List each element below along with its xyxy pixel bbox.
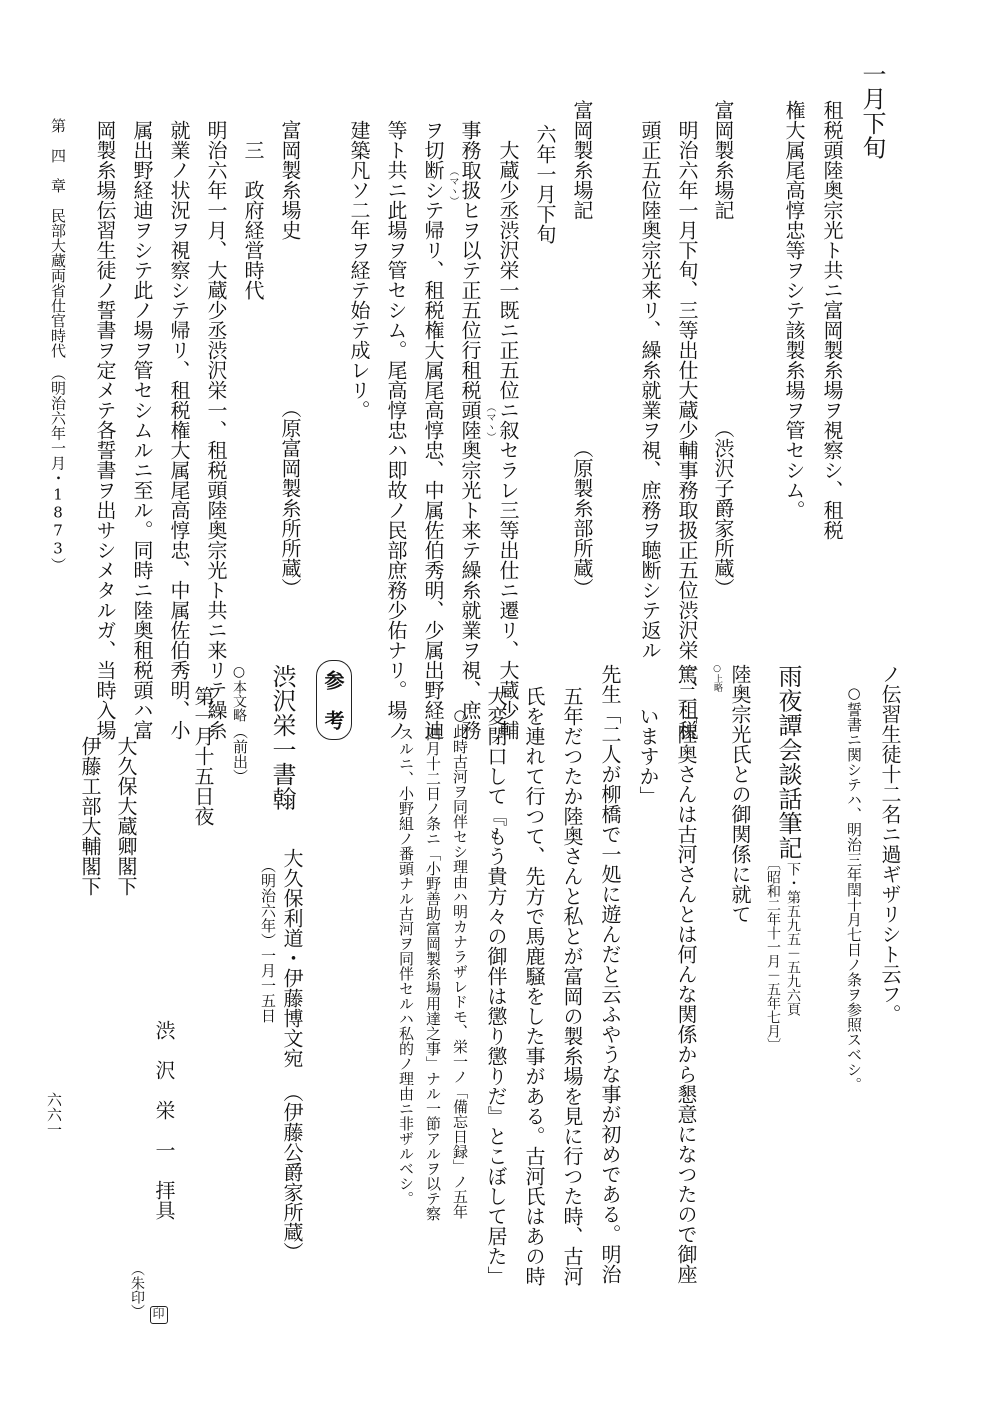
source-title: 富岡製糸場史 <box>278 120 302 240</box>
source-holder: （原富岡製糸所所蔵） <box>278 398 302 598</box>
source-holder: （渋沢子爵家所蔵） <box>711 418 735 598</box>
dialogue-line: 五年だつたか陸奥さんと私とが富岡の製糸場を見に行つた時、古河 <box>560 686 584 1286</box>
dialogue-line: 篤二「陸奥さんは古河さんとは何んな関係から懇意になつたので御座 <box>674 664 698 1284</box>
letter-title: 渋沢栄一書翰 <box>268 664 296 811</box>
editor-note: スルニ、小野組ノ番頭ナル古河ヲ同伴セルハ私的ノ理由ニ非ザルベシ。 <box>397 726 415 1206</box>
source-text-line: 事務取扱ヒヲ以テ正五位行租税頭陸奥宗光ト来テ繰糸就業ヲ視、庶務 <box>458 120 482 740</box>
ruby-annotation: （マヽ） <box>447 166 458 206</box>
ruby-annotation: （マヽ） <box>484 402 495 442</box>
dialogue-line: 氏を連れて行つて、先方で馬鹿騒をした事がある。古河氏はあの時 <box>522 686 546 1286</box>
source-text-line: 大蔵少丞渋沢栄一既ニ正五位ニ叙セラレ三等出仕ニ遷リ、大蔵少輔 <box>496 140 520 740</box>
section-heading: 三 政府経営時代 <box>241 140 265 300</box>
source-title: 雨夜譚会談話筆記 <box>774 664 802 860</box>
omission-mark: ○上略 <box>712 664 722 692</box>
source-text-line: 岡製糸場伝習生徒ノ誓書ヲ定メテ各誓書ヲ出サシメタルガ、当時入場 <box>93 120 117 740</box>
omission-mark: ○本文略 <box>231 664 247 722</box>
source-date: 六年一月下旬 <box>533 124 557 244</box>
source-title: 富岡製糸場記 <box>570 100 594 220</box>
editor-note: 四月十二日ノ条ニ「小野善助富岡製糸場用達之事」ナル一節アルヲ以テ察 <box>424 726 442 1221</box>
seal-note: （朱印） <box>129 1262 145 1318</box>
entry-text-line: ノ伝習生徒十二名ニ過ギザリシト云フ。 <box>878 664 902 1024</box>
letter-date: （明治六年）一月一五日 <box>259 858 277 1023</box>
source-text-line: 等ト共ニ此場ヲ管セシム。尾高惇忠ハ即故ノ民部庶務少佑ナリ。場ノ <box>384 120 408 740</box>
source-text-line: 就業ノ状況ヲ視察シテ帰リ、租税権大属尾高惇忠、中属佐伯秀明、小 <box>167 120 191 740</box>
source-text-line: 属出野経迪ヲシテ此ノ場ヲ管セシムルニ至ル。同時ニ陸奥租税頭ハ富 <box>130 120 154 740</box>
editor-note: ○此時古河ヲ同伴セシ理由ハ明カナラザレドモ、栄一ノ「備忘日録」ノ五年 <box>451 706 469 1219</box>
reference-label: 参 考 <box>321 670 345 730</box>
source-text-line: 頭正五位陸奥宗光来リ、繰糸就業ヲ視、庶務ヲ聴断シテ返ル <box>638 120 662 660</box>
source-text-line: 明治六年一月下旬、三等出仕大蔵少輔事務取扱正五位渋沢栄一、租税 <box>675 120 699 740</box>
source-title: 富岡製糸場記 <box>711 100 735 220</box>
entry-text-line: 権大属尾高惇忠等ヲシテ該製糸場ヲ管セシム。 <box>782 100 806 520</box>
source-text-line: 建築凡ソ二年ヲ経テ始テ成レリ。 <box>347 120 371 420</box>
source-date-range: 〔昭和二年十一月－五年七月〕 <box>765 856 781 1052</box>
dialogue-line: いますか」 <box>636 706 660 806</box>
note-reference: （前出） <box>231 724 249 784</box>
signature: 渋 沢 栄 一 拝具 <box>152 1020 176 1220</box>
page-number: 六六一 <box>45 1092 63 1137</box>
dialogue-line: 大変閉口して『もう貴方々の御伴は懲り懲りだ』とこぼして居た」 <box>484 686 508 1286</box>
entry-heading: 一月下旬 <box>858 62 886 160</box>
section-heading: 陸奥宗光氏との御関係に就て <box>728 664 752 924</box>
source-text-line: 明治六年一月、大蔵少丞渋沢栄一、租税頭陸奥宗光ト共ニ来リテ繰糸 <box>204 120 228 740</box>
source-holder: （原製糸部所蔵） <box>570 438 594 598</box>
letter-addressees: 大久保利道・伊藤博文宛 <box>280 848 304 1068</box>
letter-date-line: 第一月十五日夜 <box>191 686 215 826</box>
editor-note: ○誓書ニ関シテハ、明治三年閏十月七日ノ条ヲ参照スベシ。 <box>845 684 863 1092</box>
addressee-line: 伊藤工部大輔閣下 <box>78 736 102 896</box>
seal-char: 印 <box>151 1307 165 1319</box>
source-page-ref: 下・第五九五－五九六頁 <box>785 862 801 1016</box>
entry-text-line: 租税頭陸奥宗光ト共ニ富岡製糸場ヲ視察シ、租税 <box>820 100 844 540</box>
addressee-line: 大久保大蔵卿閣下 <box>114 736 138 896</box>
dialogue-line: 先生「二人が柳橋で一処に遊んだと云ふやうな事が初めである。明治 <box>598 664 622 1284</box>
running-head: 第 四 章 民部大蔵両省仕官時代 （明治六年一月・1873） <box>49 118 67 573</box>
source-text-line: ヲ切断シテ帰リ、租税権大属尾高惇忠、中属佐伯秀明、少属出野経迪 <box>421 120 445 740</box>
source-holder: （伊藤公爵家所蔵） <box>280 1082 304 1262</box>
